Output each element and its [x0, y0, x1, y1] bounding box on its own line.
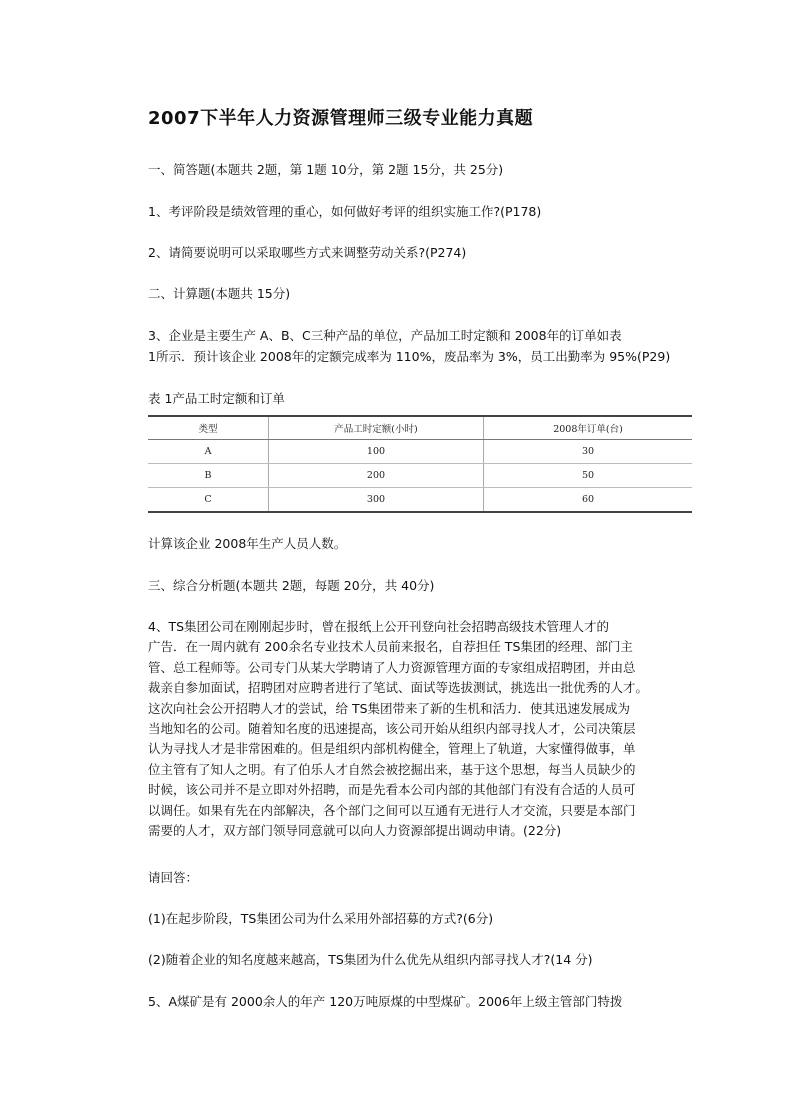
question-4-line: 这次向社会公开招聘人才的尝试，给 TS集团带来了新的生机和活力．使其迅速发展成为	[148, 700, 631, 716]
section1-heading: 一、简答题(本题共 2题，第 1题 10分，第 2题 15分，共 25分)	[148, 162, 504, 177]
table-header-row	[148, 416, 692, 440]
product-hours-table	[148, 415, 692, 513]
question-4-line: 位主管有了知人之明。有了伯乐人才自然会被挖掘出来，基于这个思想，每当人员缺少的	[148, 761, 636, 777]
table-cell: 300	[269, 488, 484, 513]
question-3-line-2: 1所示．预计该企业 2008年的定额完成率为 110%，废品率为 3%，员工出勤率为 95%(P29)	[148, 349, 671, 364]
table-cell: 100	[269, 440, 484, 464]
table-header-cell: 2008年订单(台)	[484, 416, 693, 440]
question-5: 5、A煤矿是有 2000余人的年产 120万吨原煤的中型煤矿。2006年上级主管部门特拨	[148, 994, 623, 1009]
table-caption: 表 1产品工时定额和订单	[148, 391, 285, 406]
question-2: 2、请简要说明可以采取哪些方式来调整劳动关系?(P274)	[148, 245, 467, 260]
table-cell: 200	[269, 464, 484, 488]
sub-question-2: (2)随着企业的知名度越来越高，TS集团为什么优先从组织内部寻找人才?(14 分)	[148, 952, 593, 967]
question-4-line: 以调任。如果有先在内部解决，各个部门之间可以互通有无进行人才交流，只要是本部门	[148, 802, 636, 818]
sub-question-1: (1)在起步阶段，TS集团公司为什么采用外部招募的方式?(6分)	[148, 911, 494, 926]
table-row	[148, 464, 692, 488]
question-4-line: 当地知名的公司。随着知名度的迅速提高，该公司开始从组织内部寻找人才，公司决策层	[148, 721, 636, 737]
page-title: 2007下半年人力资源管理师三级专业能力真题	[148, 108, 534, 129]
answer-prompt: 请回答：	[148, 870, 199, 885]
table-row	[148, 488, 692, 513]
table-cell: C	[148, 488, 269, 513]
question-4-line: 认为寻找人才是非常困难的。但是组织内部机构健全，管理上了轨道，大家懂得做事，单	[148, 741, 636, 757]
section3-heading: 三、综合分析题(本题共 2题，每题 20分，共 40分)	[148, 578, 435, 593]
question-4-line: 需要的人才，双方部门领导同意就可以向人力资源部提出调动申请。(22分)	[148, 823, 562, 839]
question-4-line: 4、TS集团公司在刚刚起步时，曾在报纸上公开刊登向社会招聘高级技术管理人才的	[148, 619, 610, 634]
question-4-line: 管、总工程师等。公司专门从某大学聘请了人力资源管理方面的专家组成招聘团，并由总	[148, 659, 636, 675]
table-cell: 60	[484, 488, 693, 513]
table-cell: A	[148, 440, 269, 464]
table-cell: 50	[484, 464, 693, 488]
calculation-task: 计算该企业 2008年生产人员人数。	[148, 536, 347, 551]
table-cell: 30	[484, 440, 693, 464]
question-1: 1、考评阶段是绩效管理的重心，如何做好考评的组织实施工作?(P178)	[148, 204, 542, 219]
question-4-paragraph	[148, 617, 698, 841]
question-4-line: 广告．在一周内就有 200余名专业技术人员前来报名，自荐担任 TS集团的经理、部门主	[148, 639, 633, 655]
table-row	[148, 440, 692, 464]
table-header-cell: 类型	[148, 416, 269, 440]
question-4-line: 时候，该公司并不是立即对外招聘，而是先看本公司内部的其他部门有没有合适的人员可	[148, 782, 636, 798]
table-header-cell: 产品工时定额(小时)	[269, 416, 484, 440]
question-4-line: 裁亲自参加面试，招聘团对应聘者进行了笔试、面试等选拔测试，挑选出一批优秀的人才。	[148, 680, 649, 696]
question-3-line-1: 3、企业是主要生产 A、B、C三种产品的单位，产品加工时定额和 2008年的订单如表	[148, 328, 622, 343]
section2-heading: 二、计算题(本题共 15分)	[148, 286, 291, 301]
table-cell: B	[148, 464, 269, 488]
